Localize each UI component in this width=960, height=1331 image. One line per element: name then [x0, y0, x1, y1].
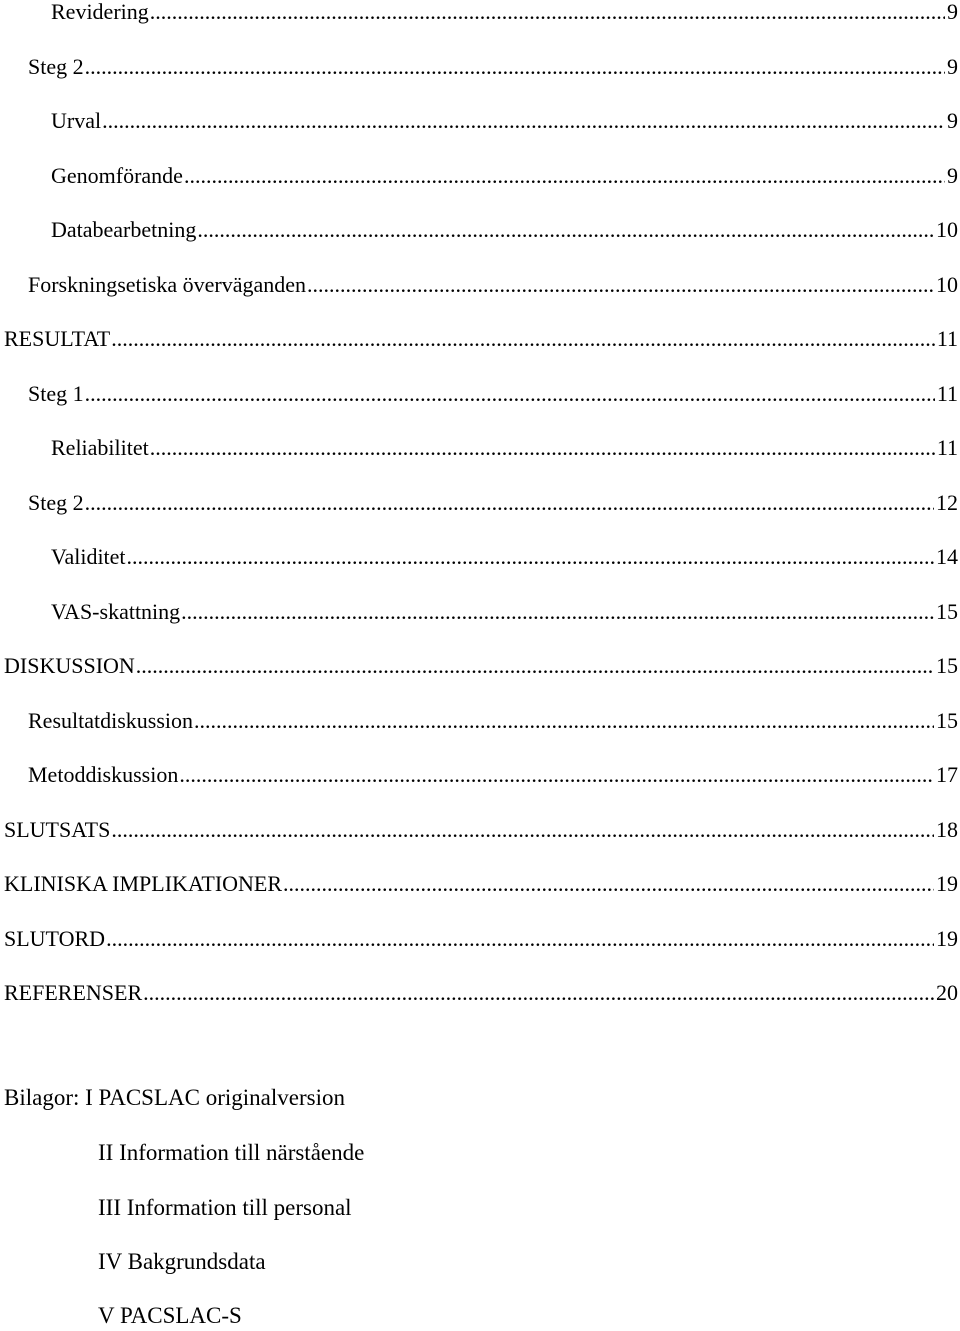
toc-dot-leader — [283, 869, 934, 899]
appendix-item: V PACSLAC-S — [98, 1303, 242, 1328]
toc-entry-label: DISKUSSION — [4, 653, 135, 678]
toc-dot-leader — [143, 978, 934, 1008]
toc-entry-label: Urval — [51, 108, 102, 133]
toc-dot-leader — [102, 106, 945, 136]
toc-entry-page-number: 19 — [936, 925, 958, 951]
toc-dot-leader — [85, 379, 935, 409]
toc-entry-label: Resultatdiskussion — [28, 707, 194, 733]
toc-entry[interactable] — [51, 106, 960, 136]
toc-entry-label: Steg 2 — [28, 489, 84, 515]
toc-entry-page-number: 20 — [936, 980, 958, 1005]
toc-dot-leader — [184, 161, 945, 191]
toc-entry-page-number: 11 — [936, 326, 958, 351]
toc-entry-page-number: 12 — [936, 489, 958, 515]
toc-entry[interactable] — [51, 0, 960, 27]
toc-entry-page-number: 11 — [936, 435, 958, 460]
toc-dot-leader — [136, 651, 934, 681]
toc-entry[interactable] — [28, 706, 960, 736]
toc-entry[interactable] — [4, 924, 960, 954]
toc-entry[interactable] — [4, 651, 960, 681]
toc-entry-page-number: 15 — [936, 598, 958, 624]
toc-entry[interactable] — [28, 379, 960, 409]
toc-entry-label: Databearbetning — [51, 217, 197, 242]
toc-entry-page-number: 15 — [936, 653, 958, 678]
toc-entry-label: Steg 2 — [28, 53, 84, 79]
toc-dot-leader — [150, 433, 935, 463]
toc-dot-leader — [307, 270, 934, 300]
toc-entry-page-number: 10 — [936, 217, 958, 242]
toc-entry-page-number: 17 — [936, 762, 958, 787]
toc-entry[interactable] — [28, 760, 960, 790]
toc-entry-label: Steg 1 — [28, 380, 84, 406]
toc-entry[interactable] — [28, 52, 960, 82]
toc-entry-page-number: 18 — [936, 816, 958, 842]
toc-entry-page-number: 19 — [936, 871, 958, 896]
toc-entry-label: Genomförande — [51, 162, 183, 188]
appendix-item: II Information till närstående — [98, 1140, 365, 1165]
toc-entry-page-number: 11 — [936, 380, 958, 406]
toc-entry-label: KLINISKA IMPLIKATIONER — [4, 871, 283, 896]
toc-dot-leader — [150, 0, 945, 27]
toc-entry[interactable] — [51, 433, 960, 463]
toc-dot-leader — [111, 324, 935, 354]
toc-entry[interactable] — [28, 270, 960, 300]
toc-entry[interactable] — [51, 215, 960, 245]
toc-entry[interactable] — [4, 324, 960, 354]
toc-entry-page-number: 9 — [947, 162, 958, 188]
toc-entry[interactable] — [4, 815, 960, 845]
toc-entry-label: SLUTORD — [4, 925, 106, 951]
toc-entry-page-number: 9 — [947, 0, 958, 24]
toc-entry[interactable] — [4, 978, 960, 1008]
toc-dot-leader — [181, 597, 934, 627]
toc-entry-label: Revidering — [51, 0, 149, 24]
toc-entry[interactable] — [51, 542, 960, 572]
toc-dot-leader — [127, 542, 934, 572]
appendices-heading: Bilagor: I PACSLAC originalversion — [4, 1085, 345, 1110]
toc-dot-leader — [106, 924, 934, 954]
toc-dot-leader — [85, 52, 945, 82]
toc-entry-page-number: 15 — [936, 707, 958, 733]
toc-dot-leader — [194, 706, 934, 736]
toc-entry[interactable] — [28, 488, 960, 518]
toc-dot-leader — [197, 215, 934, 245]
toc-entry-label: Metoddiskussion — [28, 762, 179, 787]
toc-entry-page-number: 9 — [947, 108, 958, 133]
appendix-item: III Information till personal — [98, 1195, 352, 1220]
toc-entry-page-number: 10 — [936, 271, 958, 297]
toc-entry-label: RESULTAT — [4, 326, 111, 351]
toc-entry-label: VAS-skattning — [51, 598, 181, 624]
toc-entry-label: Validitet — [51, 544, 126, 569]
toc-entry-label: Reliabilitet — [51, 435, 149, 460]
appendix-item: IV Bakgrundsdata — [98, 1249, 266, 1274]
toc-entry-page-number: 14 — [936, 544, 958, 569]
toc-entry-page-number: 9 — [947, 53, 958, 79]
toc-dot-leader — [85, 488, 934, 518]
toc-dot-leader — [111, 815, 934, 845]
toc-entry[interactable] — [4, 869, 960, 899]
toc-entry-label: SLUTSATS — [4, 816, 111, 842]
toc-entry-label: Forskningsetiska överväganden — [28, 271, 306, 297]
toc-dot-leader — [179, 760, 934, 790]
toc-entry[interactable] — [51, 161, 960, 191]
toc-entry-label: REFERENSER — [4, 980, 143, 1005]
toc-entry[interactable] — [51, 597, 960, 627]
